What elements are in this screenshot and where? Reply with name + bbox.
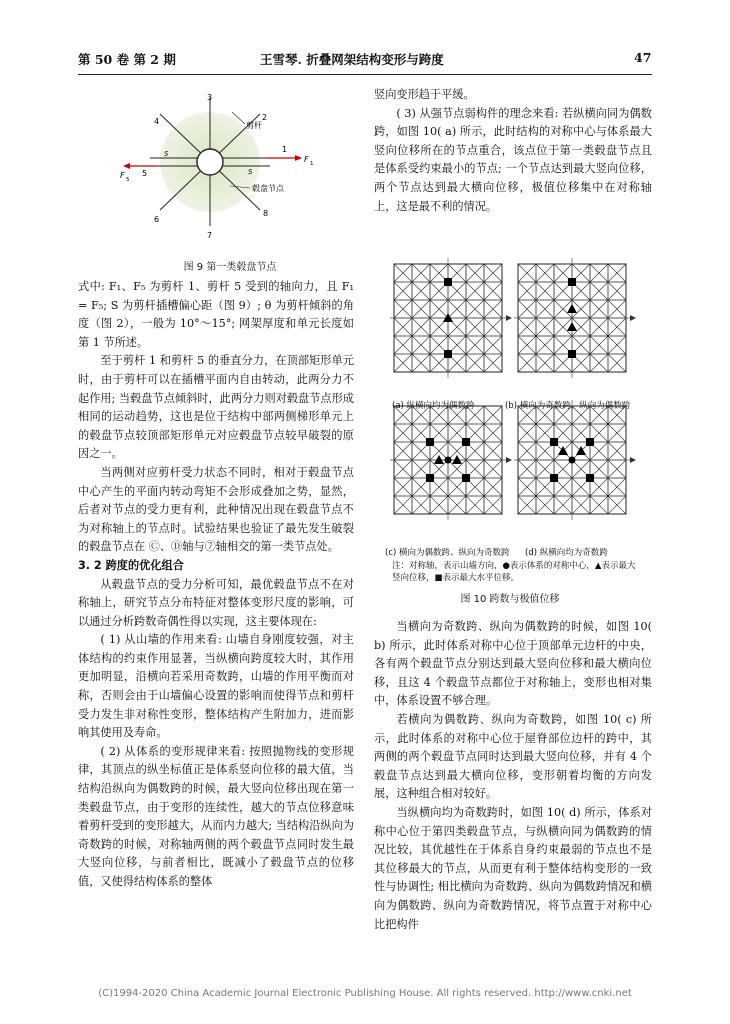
journal-volume: 第 50 卷 第 2 期 [78,52,176,67]
gable-direction-arrow [630,315,636,321]
max-horizontal-displacement-square [444,350,452,358]
max-horizontal-displacement-square [462,438,470,446]
right-column-bottom [374,618,652,934]
paragraph: ( 1) 从山墙的作用来看: 山墙自身刚度较强，对主体结构的约束作用显著，当纵横向跨度较大时，其作用更加明显，沿横向若采用奇数跨，山墙的作用平衡而对称，否则会由于山墙偏心设置的影响而使得节点和剪杆受力发生非对称性变形，整体结构产生附加力，进而影响其使用及寿命。 [78,633,354,740]
force-f1-label: F [304,155,309,164]
left-column [78,278,354,892]
figure-10-note-line1: 注：对称轴，表示山墙方向，●表示体系的对称中心，▲表示最大 [392,561,636,571]
eccentricity-label-right: S [248,168,253,176]
bar-label-7: 7 [207,231,213,240]
subcaption-c: (c) 横向为偶数跨、纵向为奇数跨 [385,548,510,558]
max-horizontal-displacement-square [444,278,452,286]
subcaption-d: (d) 纵横向均为奇数跨 [525,548,608,558]
symmetry-center-dot [569,457,576,464]
symmetry-center-dot [445,457,452,464]
hub-node-circle [197,149,223,175]
formula-explanation: 式中: F₁、F₅ 为剪杆 1、剪杆 5 受到的轴向力，且 F₁ = F₅; S 为剪杆插槽偏心距（图 9）; θ 为剪杆倾斜的角度（图 2），一般为 10°～15°; 网架厚度和单元长度如第 1 节所述。 [78,280,354,349]
bar-label-5: 5 [142,169,148,178]
gable-direction-arrow [630,457,636,463]
bar-label-2: 2 [262,113,268,122]
force-f1-subscript: 1 [310,161,314,167]
max-horizontal-displacement-square [550,438,558,446]
page-number: 47 [634,50,652,65]
figure-9-hub-node [120,92,320,250]
force-f5-label: F [120,171,125,180]
max-horizontal-displacement-square [568,278,576,286]
max-horizontal-displacement-square [462,474,470,482]
header-rule [78,74,652,75]
paragraph: 当横向为奇数跨、纵向为偶数跨的时候，如图 10( b) 所示，此时体系对称中心位于顶部单元边杆的中央，各有两个毂盘节点分别达到最大竖向位移和最大横向位移，且这 4 个毂盘节点都位于对称轴上，变形也相对集中，体系设置不够合理。 [374,620,652,708]
eccentricity-label: S [164,150,169,158]
subcaption-b: (b) 横向为奇数跨、纵向为偶数跨 [505,401,631,411]
figure-10-note-line2: 竖向位移，■表示最大水平位移。 [392,573,520,583]
bar-label-4: 4 [154,117,160,126]
max-horizontal-displacement-square [426,474,434,482]
right-column-top [374,86,652,216]
max-horizontal-displacement-square [586,438,594,446]
paragraph: 至于剪杆 1 和剪杆 5 的垂直分力，在顶部矩形单元时，由于剪杆可以在插槽平面内自由转动，此两分力不起作用; 当毂盘节点倾斜时，此两分力则对毂盘节点形成相同的运动趋势，这也是位于结构中部两侧梯形单元上的毂盘节点较顶部矩形单元对应毂盘节点较早破裂的原因之一。 [78,354,354,461]
figure-9-caption: 图 9 第一类毂盘节点 [183,262,277,273]
paragraph: 当纵横向均为奇数跨时，如图 10( d) 所示，体系对称中心位于第四类毂盘节点，与纵横向同为偶数跨的情况比较，其优越性在于体系自身约束最弱的节点也不是其位移最大的节点，从而更有利于整体结构变形的一致性与协调性; 相比横向为奇数跨、纵向为偶数跨情况和横向为偶数跨、纵向为奇数跨情况，将节点置于对称中心比把构件 [374,805,652,931]
force-f5-subscript: 5 [126,177,130,183]
shear-bar-label: 剪杆 [246,121,262,130]
max-horizontal-displacement-square [426,438,434,446]
subcaption-a: (a) 纵横向均为偶数跨 [392,401,475,411]
paragraph: 当两侧对应剪杆受力状态不同时，相对于毂盘节点中心产生的平面内转动弯矩不会形成叠加之势，显然，后者对节点的受力更有利，此种情况出现在毂盘节点不为对称轴上的节点时。试验结果也验证了最先发生破裂的毂盘节点在 Ⓒ、Ⓓ轴与⑦轴相交的第一类节点处。 [78,465,354,554]
bar-label-8: 8 [263,209,269,218]
gable-direction-arrow [506,315,512,321]
running-title: 王雪琴. 折叠网架结构变形与跨度 [260,52,444,67]
force-f5-arrowhead [123,163,130,169]
paragraph-continuation: 竖向变形趋于平缓。 [374,88,475,101]
force-f1-arrowhead [295,155,302,161]
bar-label-3: 3 [207,93,213,102]
paragraph: ( 2) 从体系的变形规律来看: 按照抛物线的变形规律，其顶点的纵坐标值正是体系竖向位移的最大值，当结构沿纵向为偶数跨的时候，最大竖向位移出现在第一类毂盘节点，由于变形的连续性，越大的节点位移意味着剪杆受到的变形越大，从而内力越大; 当结构沿纵向为奇数跨的时候，对称轴两侧的两个毂盘节点同时发生最大竖向位移，与前者相比，既减小了毂盘节点的位移值，又使得结构体系的整体 [78,744,354,888]
paragraph: ( 3) 从强节点弱构件的理念来看: 若纵横向同为偶数跨，如图 10( a) 所示，此时结构的对称中心与体系最大竖向位移所在的节点重合，该点位于第一类毂盘节点且是体系受约束最小的节点; 一个节点达到最大竖向位移，两个节点达到最大横向位移，极值位移集中在对称轴上，这是最不利的情况。 [374,106,652,213]
section-heading: 3. 2 跨度的优化组合 [78,558,184,572]
max-horizontal-displacement-square [586,474,594,482]
bar-label-1: 1 [282,145,288,154]
paragraph: 从毂盘节点的受力分析可知，最优毂盘节点不在对称轴上，研究节点分布特征对整体变形尺度的影响，可以通过分析跨数奇偶性得以实现，这主要体现在: [78,577,354,628]
figure-10-caption: 图 10 跨数与极值位移 [460,594,560,605]
hub-node-label: 毂盘节点 [252,184,284,193]
max-horizontal-displacement-square [568,350,576,358]
paragraph: 若横向为偶数跨、纵向为奇数跨，如图 10( c) 所示，此时体系的对称中心位于屋脊部位边杆的跨中，其两侧的两个毂盘节点同时达到最大竖向位移，并有 4 个毂盘节点达到最大横向位移，变形朝着均衡的方向发展，这种组合相对较好。 [374,712,652,801]
gable-direction-arrow [506,457,512,463]
figure-10-span-grids [374,256,654,580]
bar-label-6: 6 [154,215,160,224]
max-horizontal-displacement-square [550,474,558,482]
copyright-footer: (C)1994-2020 China Academic Journal Electronic Publishing House. All rights reserved. http://www.cnki.net [98,988,632,999]
